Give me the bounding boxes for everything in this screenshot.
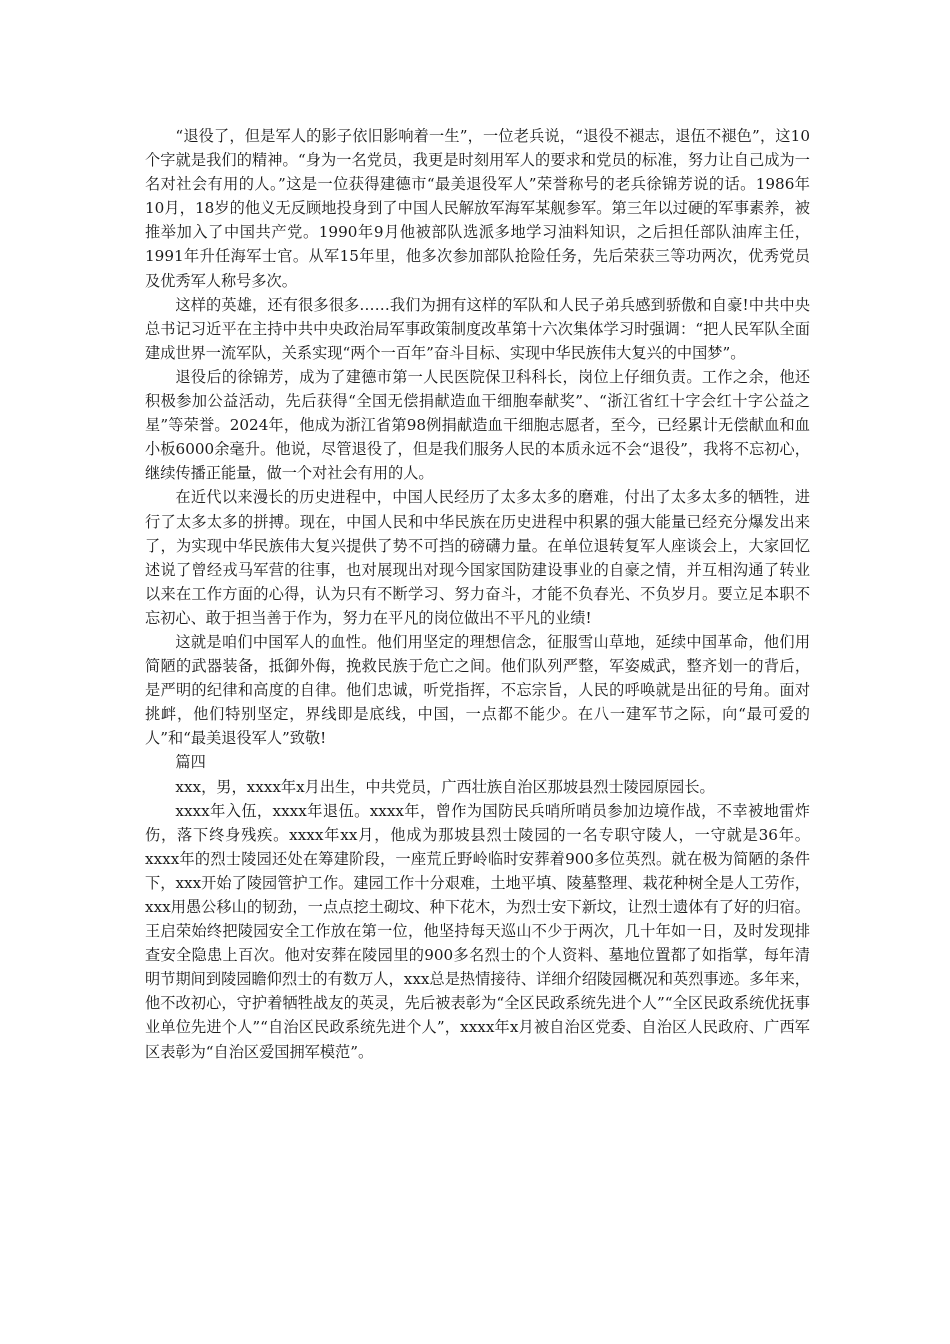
document-page	[145, 124, 810, 1064]
paragraph-cemetery-guardian: xxxx年入伍，xxxx年退伍。xxxx年，曾作为国防民兵哨所哨员参加边境作战，不幸被地雷炸伤，落下终身残疾。xxxx年xx月，他成为那坡县烈士陵园的一名专职守陵人，一守就是36年。xxxx年的烈士陵园还处在筹建阶段，一座荒丘野岭临时安葬着900多位英烈。就在极为简陋的条件下，xxx开始了陵园管护工作。建园工作十分艰难，土地平填、陵墓整理、栽花种树全是人工劳作，xxx用愚公移山的韧劲，一点点挖土砌坟、种下花木，为烈士安下新坟，让烈士遗体有了好的归宿。王启荣始终把陵园安全工作放在第一位，他坚持每天巡山不少于两次，几十年如一日，及时发现排查安全隐患上百次。他对安葬在陵园里的900多名烈士的个人资料、墓地位置都了如指掌，每年清明节期间到陵园瞻仰烈士的有数万人，xxx总是热情接待、详细介绍陵园概况和英烈事迹。多年来，他不改初心，守护着牺牲战友的英灵，先后被表彰为“全区民政系统先进个人”“全区民政系统优抚事业单位先进个人”“自治区民政系统先进个人”，xxxx年x月被自治区党委、自治区人民政府、广西军区表彰为“自治区爱国拥军模范”。	[145, 801, 810, 1061]
paragraph-history: 在近代以来漫长的历史进程中，中国人民经历了太多太多的磨难，付出了太多太多的牺牲，进行了太多太多的拼搏。现在，中国人民和中华民族在历史进程中积累的强大能量已经充分爆发出来了，为实现中华民族伟大复兴提供了势不可挡的磅礴力量。在单位退转复军人座谈会上，大家回忆述说了曾经戎马军营的往事，也对展现出对现今国家国防建设事业的自豪之情，并互相沟通了转业以来在工作方面的心得，认为只有不断学习、努力奋斗，才能不负春光、不负岁月。要立足本职不忘初心、敢于担当善于作为，努力在平凡的岗位做出不平凡的业绩!	[145, 488, 810, 627]
section-heading: 篇四	[175, 753, 206, 772]
paragraph-veteran-story: “退役了，但是军人的影子依旧影响着一生”，一位老兵说，“退役不褪志，退伍不褪色”，这10个字就是我们的精神。“身为一名党员，我更是时刻用军人的要求和党员的标准，努力让自己成为一名对社会有用的人。”这是一位获得建德市“最美退役军人”荣誉称号的老兵徐锦芳说的话。1986年10月，18岁的他义无反顾地投身到了中国人民解放军海军某舰参军。第三年以过硬的军事素养，被推举加入了中国共产党。1990年9月他被部队选派多地学习油料知识，之后担任部队油库主任，1991年升任海军士官。从军15年里，他多次参加部队抢险任务，先后荣获三等功两次，优秀党员及优秀军人称号多次。	[145, 127, 810, 290]
paragraph-heroes: 这样的英雄，还有很多很多……我们为拥有这样的军队和人民子弟兵感到骄傲和自豪!中共中央总书记习近平在主持中共中央政治局军事政策制度改革第十六次集体学习时强调：“把人民军队全面建成世界一流军队，关系实现“两个一百年”奋斗目标、实现中华民族伟大复兴的中国梦”。	[145, 295, 810, 362]
paragraph-after-retirement: 退役后的徐锦芳，成为了建德市第一人民医院保卫科科长，岗位上仔细负责。工作之余，他还积极参加公益活动，先后获得“全国无偿捐献造血干细胞奉献奖”、“浙江省红十字会红十字公益之星”等荣誉。2024年，他成为浙江省第98例捐献造血干细胞志愿者，至今，已经累计无偿献血和血小板6000余毫升。他说，尽管退役了，但是我们服务人民的本质永远不会“退役”，我将不忘初心，继续传播正能量，做一个对社会有用的人。	[145, 367, 810, 483]
paragraph-military-spirit: 这就是咱们中国军人的血性。他们用坚定的理想信念，征服雪山草地，延续中国革命，他们用简陋的武器装备，抵御外侮，挽救民族于危亡之间。他们队列严整，军姿威武，整齐划一的背后，是严明的纪律和高度的自律。他们忠诚，听党指挥，不忘宗旨，人民的呼唤就是出征的号角。面对挑衅，他们特别坚定，界线即是底线，中国，一点都不能少。在八一建军节之际，向“最可爱的人”和“最美退役军人”致敬!	[145, 632, 810, 748]
paragraph-profile: xxx，男，xxxx年x月出生，中共党员，广西壮族自治区那坡县烈士陵园原园长。	[175, 777, 715, 796]
